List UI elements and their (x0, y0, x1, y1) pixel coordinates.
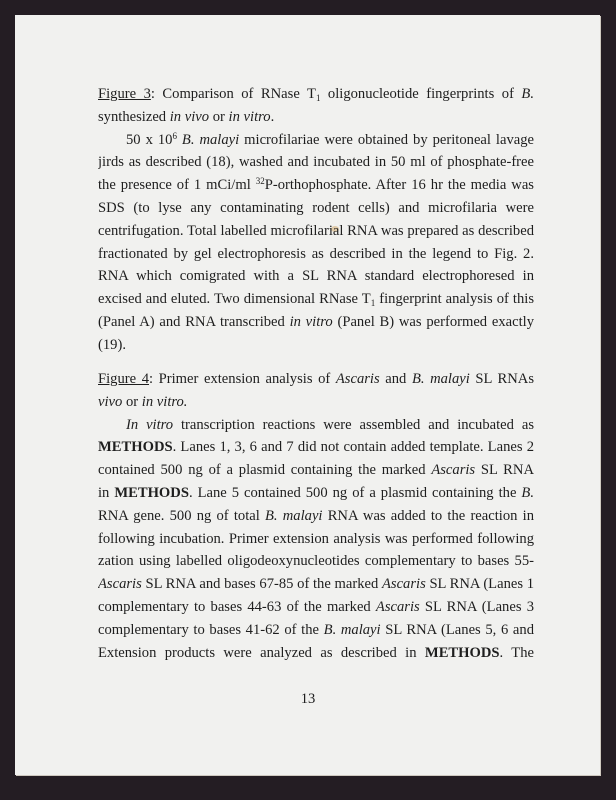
text-run: . Lanes 1, 3, 6 and 7 did not contain added template. Lanes 2 (172, 439, 534, 456)
text-line (98, 505, 534, 528)
text-run: RNA gene. 500 ng of total (98, 507, 265, 524)
text-run: In vitro (126, 416, 174, 433)
text-line (98, 265, 534, 288)
text-run: SL RNA (Lanes 1 (429, 576, 534, 593)
text-run: complementary to bases 44-63 of the marked (98, 598, 376, 615)
text-run: Ascaris (98, 576, 142, 593)
text-run: in vitro (228, 108, 271, 125)
text-run: and (379, 371, 412, 387)
text-line (98, 573, 534, 596)
text-run: in vivo (169, 108, 210, 125)
text-line (98, 436, 534, 459)
text-line (98, 550, 534, 573)
text-run: . Lane 5 contained 500 ng of a plasmid containing the (188, 484, 522, 501)
figure-label: Figure 4 (98, 371, 149, 387)
page-number: 13 (300, 691, 316, 707)
text-run: B. malayi (265, 507, 323, 524)
text-run: (19). (98, 336, 126, 353)
text-run: B. malayi (411, 371, 470, 387)
text-run: excised and eluted. Two dimensional RNase T (98, 291, 371, 308)
text-line (98, 619, 534, 642)
text-run: fingerprint analysis of this (379, 291, 534, 308)
text-line (98, 243, 534, 266)
text-run: transcription reactions were assembled and incubated as (181, 416, 534, 433)
text-run: Ascaris (431, 462, 476, 479)
text-run: SL RNA (480, 462, 534, 479)
text-run: or (209, 108, 229, 125)
text-run: or (122, 393, 142, 410)
text-line (98, 414, 534, 437)
text-line (98, 106, 534, 129)
text-run: Extension products were analyzed as described in (98, 644, 425, 661)
text-run: SL RNA (Lanes 3 (424, 598, 534, 615)
text-run: in vitro (289, 313, 333, 330)
text-run: SL RNA and bases 67-85 of the marked (141, 576, 382, 593)
text-run: B. malayi (323, 621, 381, 638)
text-line (98, 391, 534, 414)
text-run: METHODS (98, 439, 173, 456)
text-run: B. (521, 484, 534, 501)
text-run: 32 (255, 176, 265, 187)
text-line (98, 459, 534, 482)
text-line (98, 482, 534, 505)
text-run: Ascaris (375, 598, 420, 615)
text-run: 50 x 10 (126, 131, 173, 148)
text-run: jirds as described (18), washed and incubated in 50 ml of phosphate-free (98, 154, 534, 171)
text-run: (Panel B) was performed exactly (337, 313, 534, 330)
figure-3-legend (98, 83, 534, 357)
text-run: METHODS (424, 644, 500, 661)
text-run: microfilariae were obtained by peritoneal lavage (244, 131, 534, 148)
text-run: B. (521, 86, 534, 102)
text-line (98, 368, 534, 391)
text-run: . (270, 108, 275, 125)
text-run: (Panel A) and RNA transcribed (98, 313, 290, 330)
text-run: Ascaris (381, 576, 426, 593)
text-run: RNA was added to the reaction in (327, 507, 534, 524)
text-run: synthesized (98, 108, 170, 125)
text-line (98, 596, 534, 619)
text-run: oligonucleotide fingerprints of (320, 86, 522, 102)
text-run: : Comparison of RNase T (150, 86, 316, 102)
text-run: 1 (315, 93, 321, 103)
text-run: METHODS (114, 484, 189, 501)
text-run: following incubation. Primer extension analysis was performed following (98, 530, 534, 547)
text-line (98, 334, 534, 357)
text-line (98, 220, 534, 243)
figure-4-legend (98, 368, 534, 664)
text-line (98, 197, 534, 220)
text-run: SDS (to lyse any contaminating rodent cells) and microfilaria were (98, 199, 534, 216)
text-run: Ascaris (335, 371, 380, 387)
text-line (98, 151, 534, 174)
text-run: fractionated by gel electrophoresis as described in the legend to Fig. 2. (98, 245, 534, 262)
text-line (98, 642, 534, 665)
text-line (98, 174, 534, 197)
text-run: . The (499, 644, 534, 661)
text-run: 6 (172, 130, 177, 141)
text-run: centrifugation. Total labelled microfilarial RNA was prepared as described (98, 222, 534, 239)
text-run: 1 (370, 298, 376, 309)
text-run: P-orthophosphate. After 16 hr the media was (264, 177, 534, 194)
text-run: RNA which comigrated with a SL RNA standard electrophoresed in (98, 268, 534, 285)
text-run: complementary to bases 41-62 of the (98, 621, 324, 638)
text-line (98, 83, 534, 106)
text-run: in (98, 484, 115, 501)
text-run: in vitro. (141, 393, 188, 410)
text-line (98, 288, 534, 311)
figure-label: Figure 3 (98, 86, 151, 102)
text-run: B. malayi (181, 131, 240, 148)
text-run: SL RNA (Lanes 5, 6 and (385, 621, 534, 638)
text-run: SL RNAs (475, 371, 534, 387)
text-line (98, 528, 534, 551)
text-line (98, 311, 534, 334)
text-run: zation using labelled oligodeoxynucleotides complementary to bases 55- (98, 553, 534, 570)
text-run: : Primer extension analysis of (149, 371, 336, 387)
text-run: the presence of 1 mCi/ml (98, 177, 256, 194)
text-run: contained 500 ng of a plasmid containing the marked (98, 462, 432, 479)
text-line (98, 129, 534, 152)
text-run: vivo (98, 393, 123, 410)
